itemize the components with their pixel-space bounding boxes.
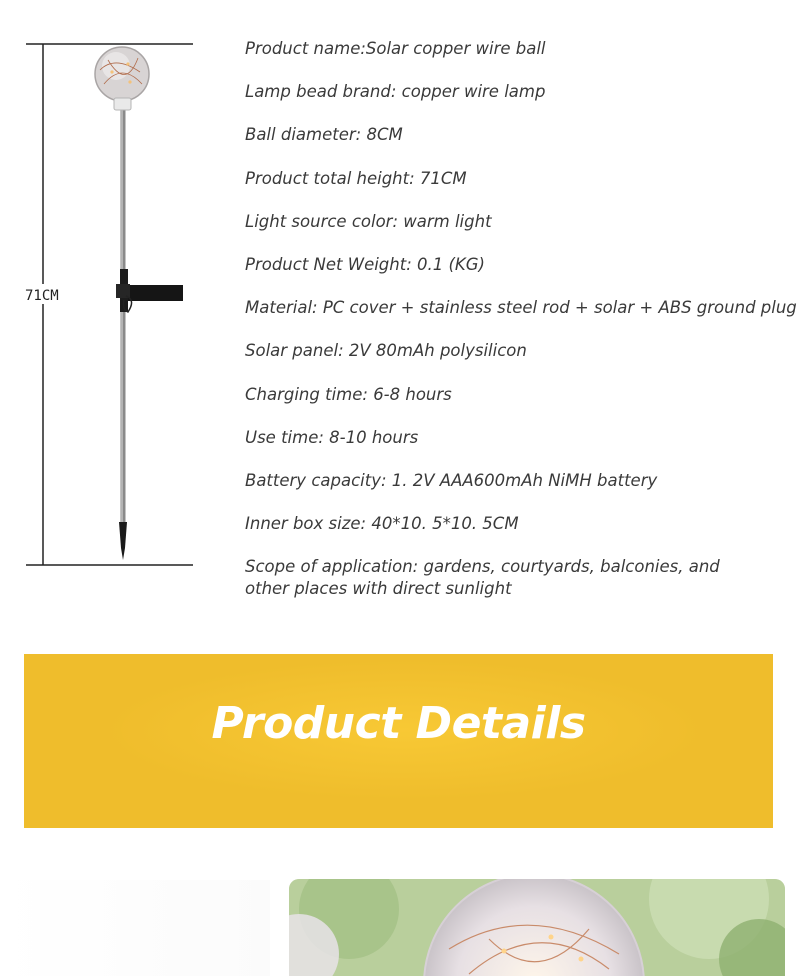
ground-spike (119, 522, 127, 560)
solar-panel (128, 285, 183, 301)
spec-inner-box-size: Inner box size: 40*10. 5*10. 5CM (245, 514, 519, 534)
spec-charging-time: Charging time: 6-8 hours (245, 384, 452, 404)
spec-solar-panel: Solar panel: 2V 80mAh polysilicon (245, 341, 527, 361)
spec-product-name: Product name:Solar copper wire ball (245, 39, 546, 58)
spec-lamp-bead-brand: Lamp bead brand: copper wire lamp (245, 82, 546, 102)
spec-light-color: Light source color: warm light (245, 211, 492, 231)
spec-total-height: Product total height: 71CM (245, 168, 467, 188)
specification-list (245, 38, 797, 600)
spec-scope-of-application: Scope of application: gardens, courtyards, balconies, and other places with direct sunlight (245, 557, 720, 599)
blank-image-area (0, 880, 270, 976)
spec-ball-diameter: Ball diameter: 8CM (245, 125, 403, 145)
height-label: 71CM (25, 288, 59, 304)
spec-material: Material: PC cover + stainless steel rod + solar + ABS ground plug (245, 298, 797, 318)
product-photo (289, 879, 785, 976)
product-details-banner (24, 654, 773, 828)
spec-use-time: Use time: 8-10 hours (245, 427, 419, 447)
spec-net-weight: Product Net Weight: 0.1 (KG) (245, 254, 485, 274)
spec-battery-capacity: Battery capacity: 1. 2V AAA600mAh NiMH battery (245, 470, 658, 490)
banner-title: Product Details (211, 698, 586, 749)
product-dimension-diagram (0, 0, 230, 600)
